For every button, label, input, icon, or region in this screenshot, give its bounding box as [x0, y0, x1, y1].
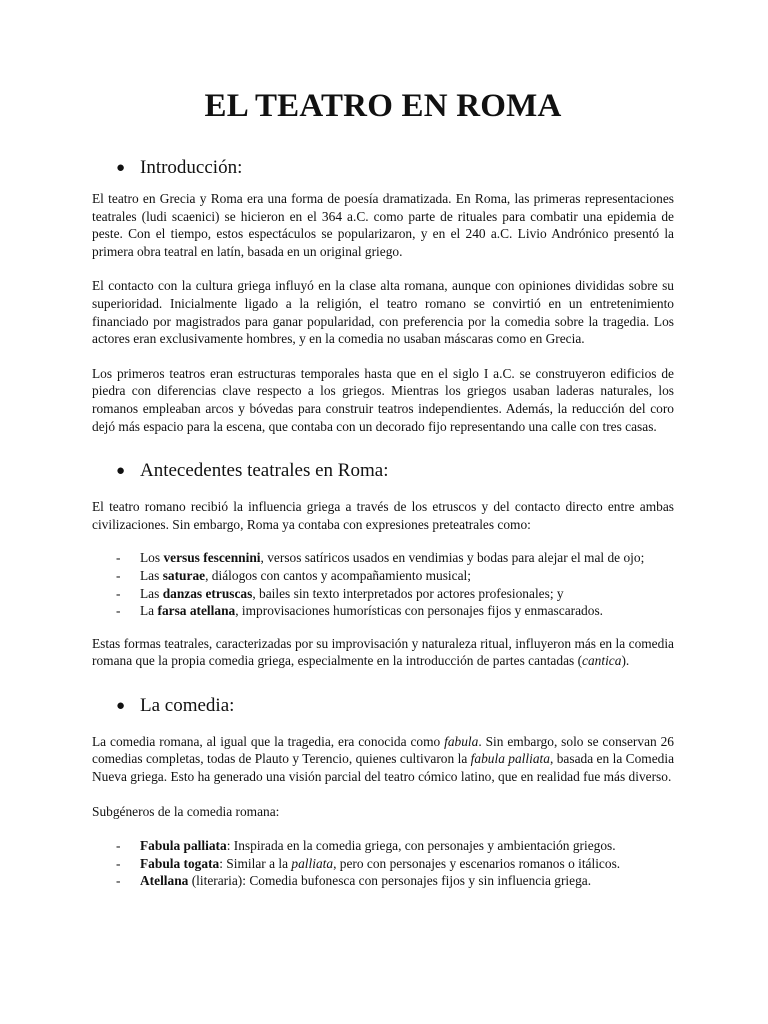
bullet-icon: ●: [116, 463, 126, 480]
list-item-text: : Similar a la: [219, 855, 292, 871]
list-item-text: , versos satíricos usados en vendimias y bodas para alejar el mal de ojo;: [260, 550, 645, 566]
paragraph-text: Estas formas teatrales, caracterizadas por su improvisación y naturaleza ritual, influyeron más en la comedia romana que la propia comedia griega, especialmente en la introducción de partes cantadas (: [92, 635, 674, 669]
list-item-text: Las: [140, 585, 163, 601]
bullet-icon: ●: [116, 160, 126, 176]
paragraph-text: , basada en la Comedia Nueva griega. Esto ha generado una visión parcial del teatro cómico latino, que en realidad fue más diverso.: [92, 751, 675, 785]
section-heading-label: La comedia:: [140, 694, 235, 716]
paragraph: [92, 733, 674, 786]
list-item: [116, 602, 674, 620]
paragraph: Subgéneros de la comedia romana:: [92, 803, 280, 819]
list-item-bold: saturae: [162, 567, 206, 583]
list-item-text: (literaria): Comedia bufonesca con personajes fijos y sin influencia griega.: [188, 873, 592, 889]
section-heading-comedia: [116, 694, 674, 718]
dash-marker: -: [116, 603, 121, 619]
dash-marker: -: [116, 873, 121, 889]
page-title: EL TEATRO EN ROMA: [204, 88, 562, 124]
paragraph: [92, 635, 674, 670]
dash-marker: -: [116, 550, 121, 566]
paragraph-italic: cantica: [582, 653, 622, 669]
dash-marker: -: [116, 585, 121, 601]
list-item-bold: farsa atellana: [157, 603, 236, 619]
paragraph: Los primeros teatros eran estructuras temporales hasta que en el siglo I a.C. se construyeron edificios de piedra con diferencias clave respecto a los griegos. Mientras los griegos usaban laderas naturales, los romanos empleaban arcos y bóvedas para construir teatros independientes. Además, la reducción del coro dejó más espacio para la escena, que contaba con un decorado fijo representando una calle con tres casas.: [92, 365, 674, 434]
list-item: [116, 585, 674, 603]
dash-marker: -: [116, 567, 121, 583]
list-item: [116, 549, 674, 567]
dash-list: [92, 837, 674, 890]
list-item-text: , improvisaciones humorísticas con personajes fijos y enmascarados.: [235, 603, 603, 619]
paragraph: El teatro romano recibió la influencia griega a través de los etruscos y del contacto directo entre ambas civilizaciones. Sin embargo, Roma ya contaba con expresiones preteatrales como:: [92, 499, 674, 532]
list-item-text: La: [140, 603, 158, 619]
section-heading-introduccion: [116, 156, 674, 180]
list-item: [116, 872, 674, 890]
list-item: [116, 837, 674, 855]
list-item-text: , bailes sin texto interpretados por actores profesionales; y: [252, 585, 564, 601]
list-item: [116, 855, 674, 873]
section-heading-antecedentes: [116, 459, 674, 483]
dash-list: [92, 549, 674, 619]
paragraph-italic: fabula: [444, 733, 479, 749]
list-item-text: , diálogos con cantos y acompañamiento musical;: [205, 567, 471, 583]
list-item-bold: versus fescennini: [163, 550, 261, 566]
dash-marker: -: [116, 838, 121, 854]
list-item-text: Las: [140, 567, 163, 583]
list-item-bold: danzas etruscas: [162, 585, 253, 601]
list-item-italic: palliata: [291, 855, 334, 871]
paragraph: El teatro en Grecia y Roma era una forma de poesía dramatizada. En Roma, las primeras representaciones teatrales (ludi scaenici) se hicieron en el 364 a.C. como parte de rituales para combatir una epidemia de peste. Con el tiempo, estos espectáculos se popularizaron, y en el 240 a.C. Livio Andrónico presentó la primera obra teatral en latín, basada en un original griego.: [92, 191, 674, 259]
paragraph-text: ).: [621, 653, 630, 669]
section-heading-label: Antecedentes teatrales en Roma:: [140, 460, 389, 482]
list-item-bold: Atellana: [140, 873, 189, 889]
list-item: [116, 567, 674, 585]
paragraph-text: La comedia romana, al igual que la tragedia, era conocida como: [92, 733, 445, 749]
bullet-icon: ●: [116, 697, 126, 714]
list-item-text: : Inspirada en la comedia griega, con personajes y ambientación griegos.: [226, 838, 616, 854]
list-item-bold: Fabula togata: [140, 855, 220, 871]
paragraph: El contacto con la cultura griega influyó en la clase alta romana, aunque con opiniones divididas sobre su superioridad. Inicialmente ligado a la religión, el teatro romano se convirtió en un entretenimiento financiado por magistrados para ganar popularidad, con preferencia por la comedia sobre la tragedia. Los actores eran exclusivamente hombres, y en la comedia no usaban máscaras como en Grecia.: [92, 278, 674, 347]
dash-marker: -: [116, 855, 121, 871]
paragraph-italic: fabula palliata: [470, 751, 550, 767]
list-item-text: Los: [140, 550, 164, 566]
paragraph-text: . Sin embargo, solo se conservan 26 comedias completas, todas de Plauto y Terencio, quienes cultivaron la: [92, 733, 674, 767]
list-item-text: , pero con personajes y escenarios romanos o itálicos.: [333, 855, 621, 871]
list-item-bold: Fabula palliata: [140, 838, 227, 854]
section-heading-label: Introducción:: [140, 157, 243, 178]
